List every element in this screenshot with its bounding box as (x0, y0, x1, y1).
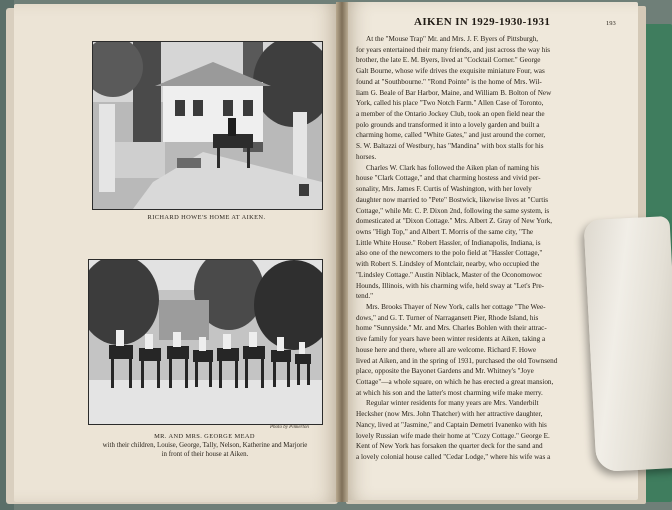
text-line: lovely Russian wife made their home at "Cozy Cottage." George E. (356, 431, 550, 440)
text-line: a lovely colonial house called "Cedar Lodge," where his wife was a (356, 453, 551, 462)
text-line: S. W. Baltazzi of Westbury, has "Mandina" with box stalls for his (356, 142, 544, 151)
text-line: with Robert S. Lindsley of Montclair, nearby, who occupied the (356, 260, 540, 269)
text-line: house "Clark Cottage," and that charming hostess and vivid per- (356, 174, 541, 183)
house-photo (92, 41, 323, 210)
text-line: also one of the newcomers to the polo field at "Hassler Cottage," (356, 249, 543, 258)
text-line: horses. (356, 152, 377, 161)
text-line: At the "Mouse Trap" Mr. and Mrs. J. F. Byers of Pittsburgh, (366, 35, 539, 43)
text-line: Cottage"—a whole square, on which he has erected a great mansion, (356, 378, 554, 386)
text-line: for years entertained their many friends, and just across the way his (356, 45, 550, 54)
text-line: Regular winter residents for many years are Mrs. Vanderbilt (366, 399, 539, 408)
top-photo-caption: RICHARD HOWE'S HOME AT AIKEN. (147, 214, 266, 221)
text-line: at which his son and the latter's most charming wife make merry. (356, 388, 543, 397)
cloth-page-weight (583, 216, 672, 472)
text-line: house here and there, where all are welcome. Richard F. Howe (356, 345, 537, 354)
text-line: place, opposite the Bayonet Gardens and Mr. Whitney's "Joye (356, 367, 534, 376)
text-line: "Lindsley Cottage." Austin Niblack, Master of the Oconomowoc (356, 270, 543, 279)
text-line: owns "High Top," and Albert T. Morris of the same city, "The (356, 227, 534, 236)
text-line: daughter now married to "Pete" Bostwick, likewise lives at "Curtis (356, 195, 549, 204)
text-line: brother, the late E. M. Byers, lived at "Cocktail Corner." George (356, 56, 541, 65)
text-line: domesticated at "Dixon Cottage." Mrs. Albert Z. Gray of New York, (356, 217, 553, 226)
text-line: Hecksher (now Mrs. John Thatcher) with her attractive daughter, (356, 410, 543, 419)
text-line: Cottage," while Mr. C. P. Dixon 2nd, following the same system, is (356, 206, 550, 215)
text-line: Little White House." Robert Hassler, of Indianapolis, Indiana, is (356, 238, 541, 247)
bottom-photo-caption-body (82, 441, 328, 459)
text-line: sonality, Mrs. James F. Curtis of Washington, with her lovely (356, 185, 532, 194)
text-line: liam G. Beale of Bar Harbor, Maine, and William B. Bolton of New (356, 88, 552, 97)
bottom-photo-caption-title: MR. AND MRS. GEORGE MEAD (154, 433, 255, 440)
text-line: a member of the Ontario Jockey Club, took an open field near the (356, 110, 545, 119)
text-line: tive family for years have been winter residents at Aiken, taking a (356, 335, 546, 344)
text-line: Hounds, Illinois, with his charming wife, held sway at "Let's Pre- (356, 281, 545, 290)
text-line: Kent of New York has forsaken the quarter deck for the sand and (356, 442, 543, 451)
body-text (356, 34, 620, 463)
text-line: charming home, called "White Gates," and just around the corner, (356, 131, 546, 140)
text-line: lived at Aiken, and in the spring of 1931, purchased the old Townsend (356, 356, 558, 365)
running-head: AIKEN IN 1929-1930-1931 (414, 16, 551, 28)
text-line: tend." (356, 292, 374, 301)
caption-line: in front of their house at Aiken. (161, 451, 249, 458)
text-line: Galt Bourne, whose wife drives the exquisite miniature Four, was (356, 67, 545, 76)
text-line: dows," and G. T. Turner of Narragansett Pier, Rhode Island, his (356, 313, 539, 322)
photo-credit: Photo by Pinkerton (270, 425, 309, 430)
text-line: Charles W. Clark has followed the Aiken plan of naming his (366, 163, 540, 172)
page-number: 193 (606, 20, 616, 27)
text-line: Nancy, lived at "Jasmine," and Captain Demetri Ivanenko with his (356, 420, 547, 429)
caption-line: with their children, Louise, George, Tally, Nelson, Katherine and Marjorie (102, 442, 308, 449)
text-line: found at "Southbourne." "Rond Pointe" is the home of Mrs. Wil- (356, 77, 542, 86)
text-line: Mrs. Brooks Thayer of New York, calls her cottage "The Wee- (366, 302, 546, 311)
text-line: York, called his place "Two Notch Farm." Allen Case of Toronto, (356, 99, 544, 108)
book-gutter (336, 2, 348, 502)
text-line: polo grounds and transformed it into a lovely garden and built a (356, 120, 540, 129)
text-line: home "Sunnyside." Mr. and Mrs. Charles Bohlen with their attrac- (356, 324, 547, 333)
family-photo (88, 259, 323, 425)
